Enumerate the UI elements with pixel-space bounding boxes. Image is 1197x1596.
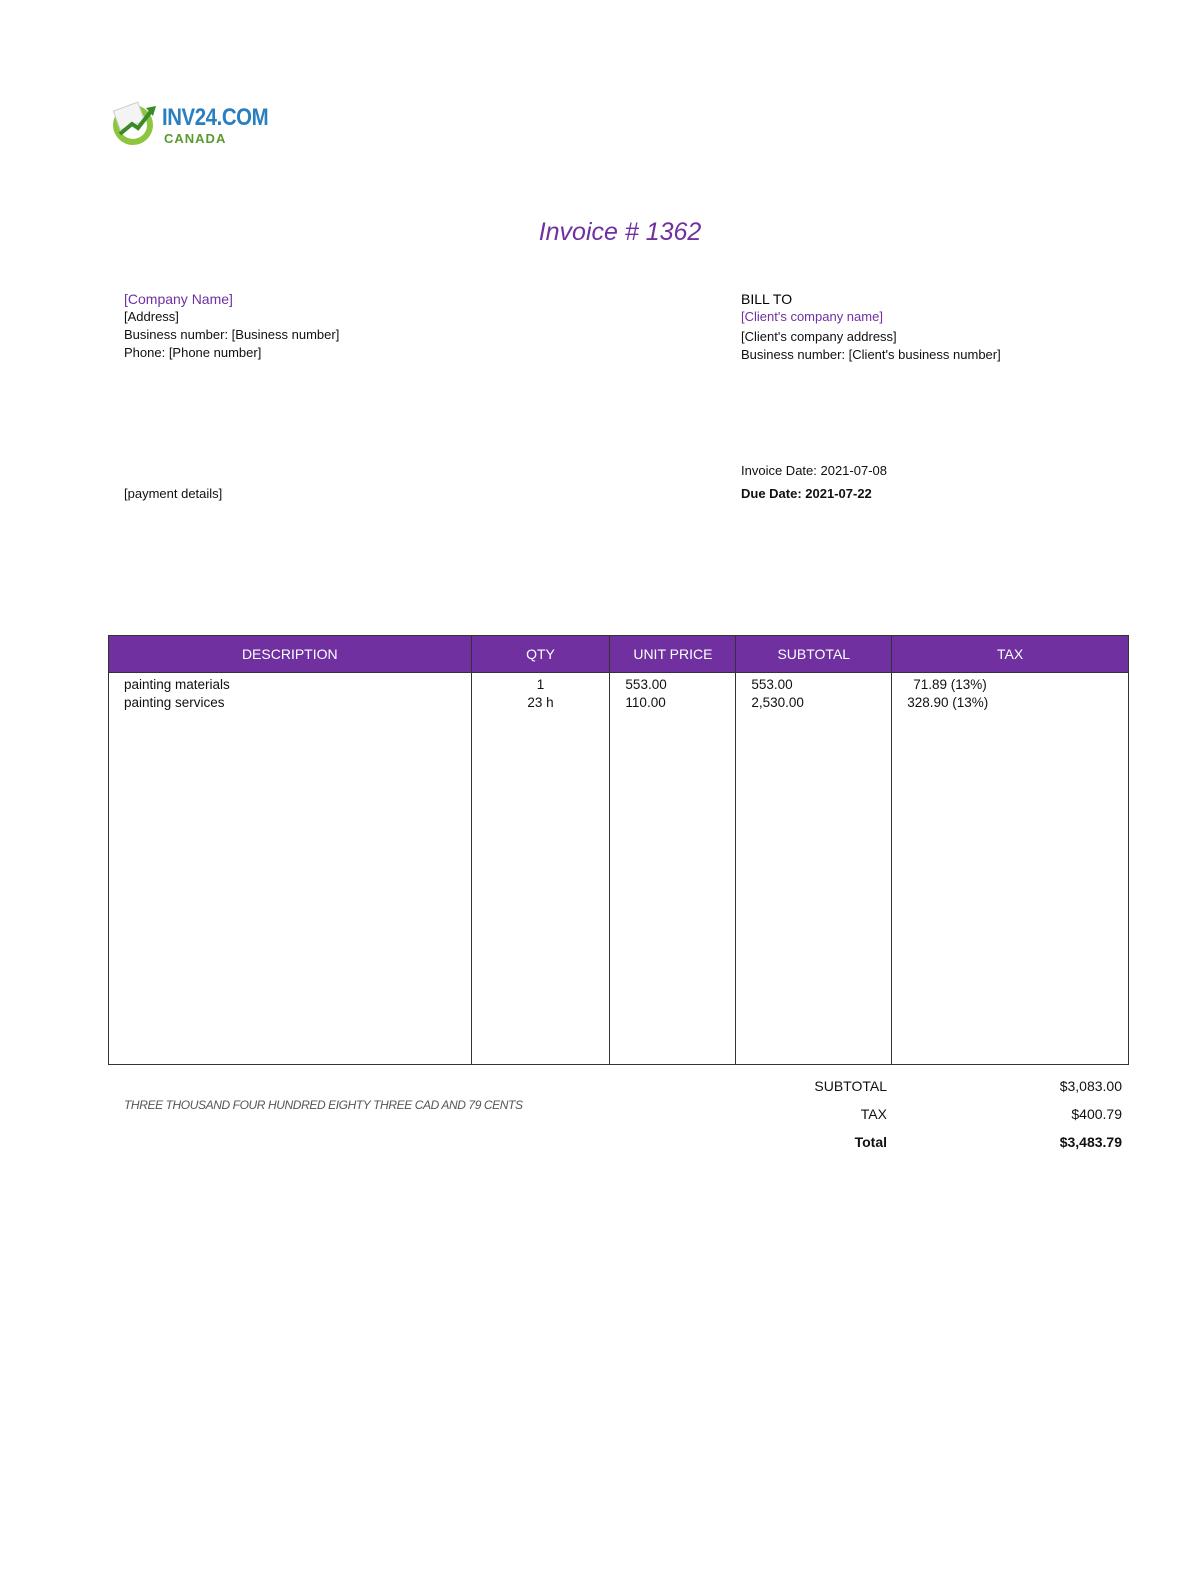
payment-details: [payment details]: [124, 486, 223, 501]
bill-to-label: BILL TO: [741, 291, 793, 307]
seller-phone: Phone: [Phone number]: [124, 345, 262, 360]
table-body: [109, 673, 1129, 1065]
seller-business-number: Business number: [Business number]: [124, 327, 340, 342]
row-unit-price: 553.00: [625, 677, 667, 692]
total-label: Total: [854, 1134, 887, 1150]
total-value: $3,483.79: [1059, 1134, 1122, 1150]
header-subtotal: SUBTOTAL: [736, 636, 892, 673]
seller-block: [124, 290, 339, 362]
seller-address: [Address]: [124, 309, 179, 324]
items-table: [108, 635, 1129, 1065]
header-tax: TAX: [892, 636, 1129, 673]
logo-name: INV24.COM: [162, 104, 269, 131]
row-tax: 71.89 (13%): [913, 677, 987, 692]
bill-to-block: [741, 290, 1001, 364]
subtotal-column: [736, 673, 892, 1065]
invoice-title: Invoice # 1362: [538, 218, 702, 246]
amount-in-words: THREE THOUSAND FOUR HUNDRED EIGHTY THREE CAD AND 79 CENTS: [124, 1098, 523, 1112]
invoice-date: Invoice Date: 2021-07-08: [741, 463, 887, 478]
subtotal-label: SUBTOTAL: [814, 1078, 887, 1094]
unit-price-column: [610, 673, 736, 1065]
row-unit-price: 110.00: [625, 695, 666, 710]
seller-company: [Company Name]: [124, 291, 233, 307]
header-qty: QTY: [471, 636, 610, 673]
row-qty: 23 h: [527, 695, 554, 710]
client-business-number: Business number: [Client's business number]: [741, 347, 1001, 362]
row-subtotal: 553.00: [751, 677, 793, 692]
tax-label: TAX: [860, 1106, 887, 1122]
logo-icon: [110, 100, 160, 146]
header-unit-price: UNIT PRICE: [610, 636, 736, 673]
description-column: [109, 673, 472, 1065]
tax-column: [892, 673, 1129, 1065]
row-tax: 328.90 (13%): [907, 695, 989, 710]
row-subtotal: 2,530.00: [751, 695, 804, 710]
row-description: painting materials: [124, 677, 230, 692]
client-company: [Client's company name]: [741, 309, 883, 324]
table-header-row: [109, 636, 1129, 673]
tax-value: $400.79: [1071, 1106, 1122, 1122]
row-description: painting services: [124, 695, 225, 710]
subtotal-value: $3,083.00: [1059, 1078, 1122, 1094]
header-description: DESCRIPTION: [109, 636, 472, 673]
due-date: Due Date: 2021-07-22: [741, 486, 872, 501]
client-address: [Client's company address]: [741, 329, 897, 344]
row-qty: 1: [536, 677, 545, 692]
qty-column: [471, 673, 610, 1065]
logo-subtitle: CANADA: [164, 131, 227, 146]
